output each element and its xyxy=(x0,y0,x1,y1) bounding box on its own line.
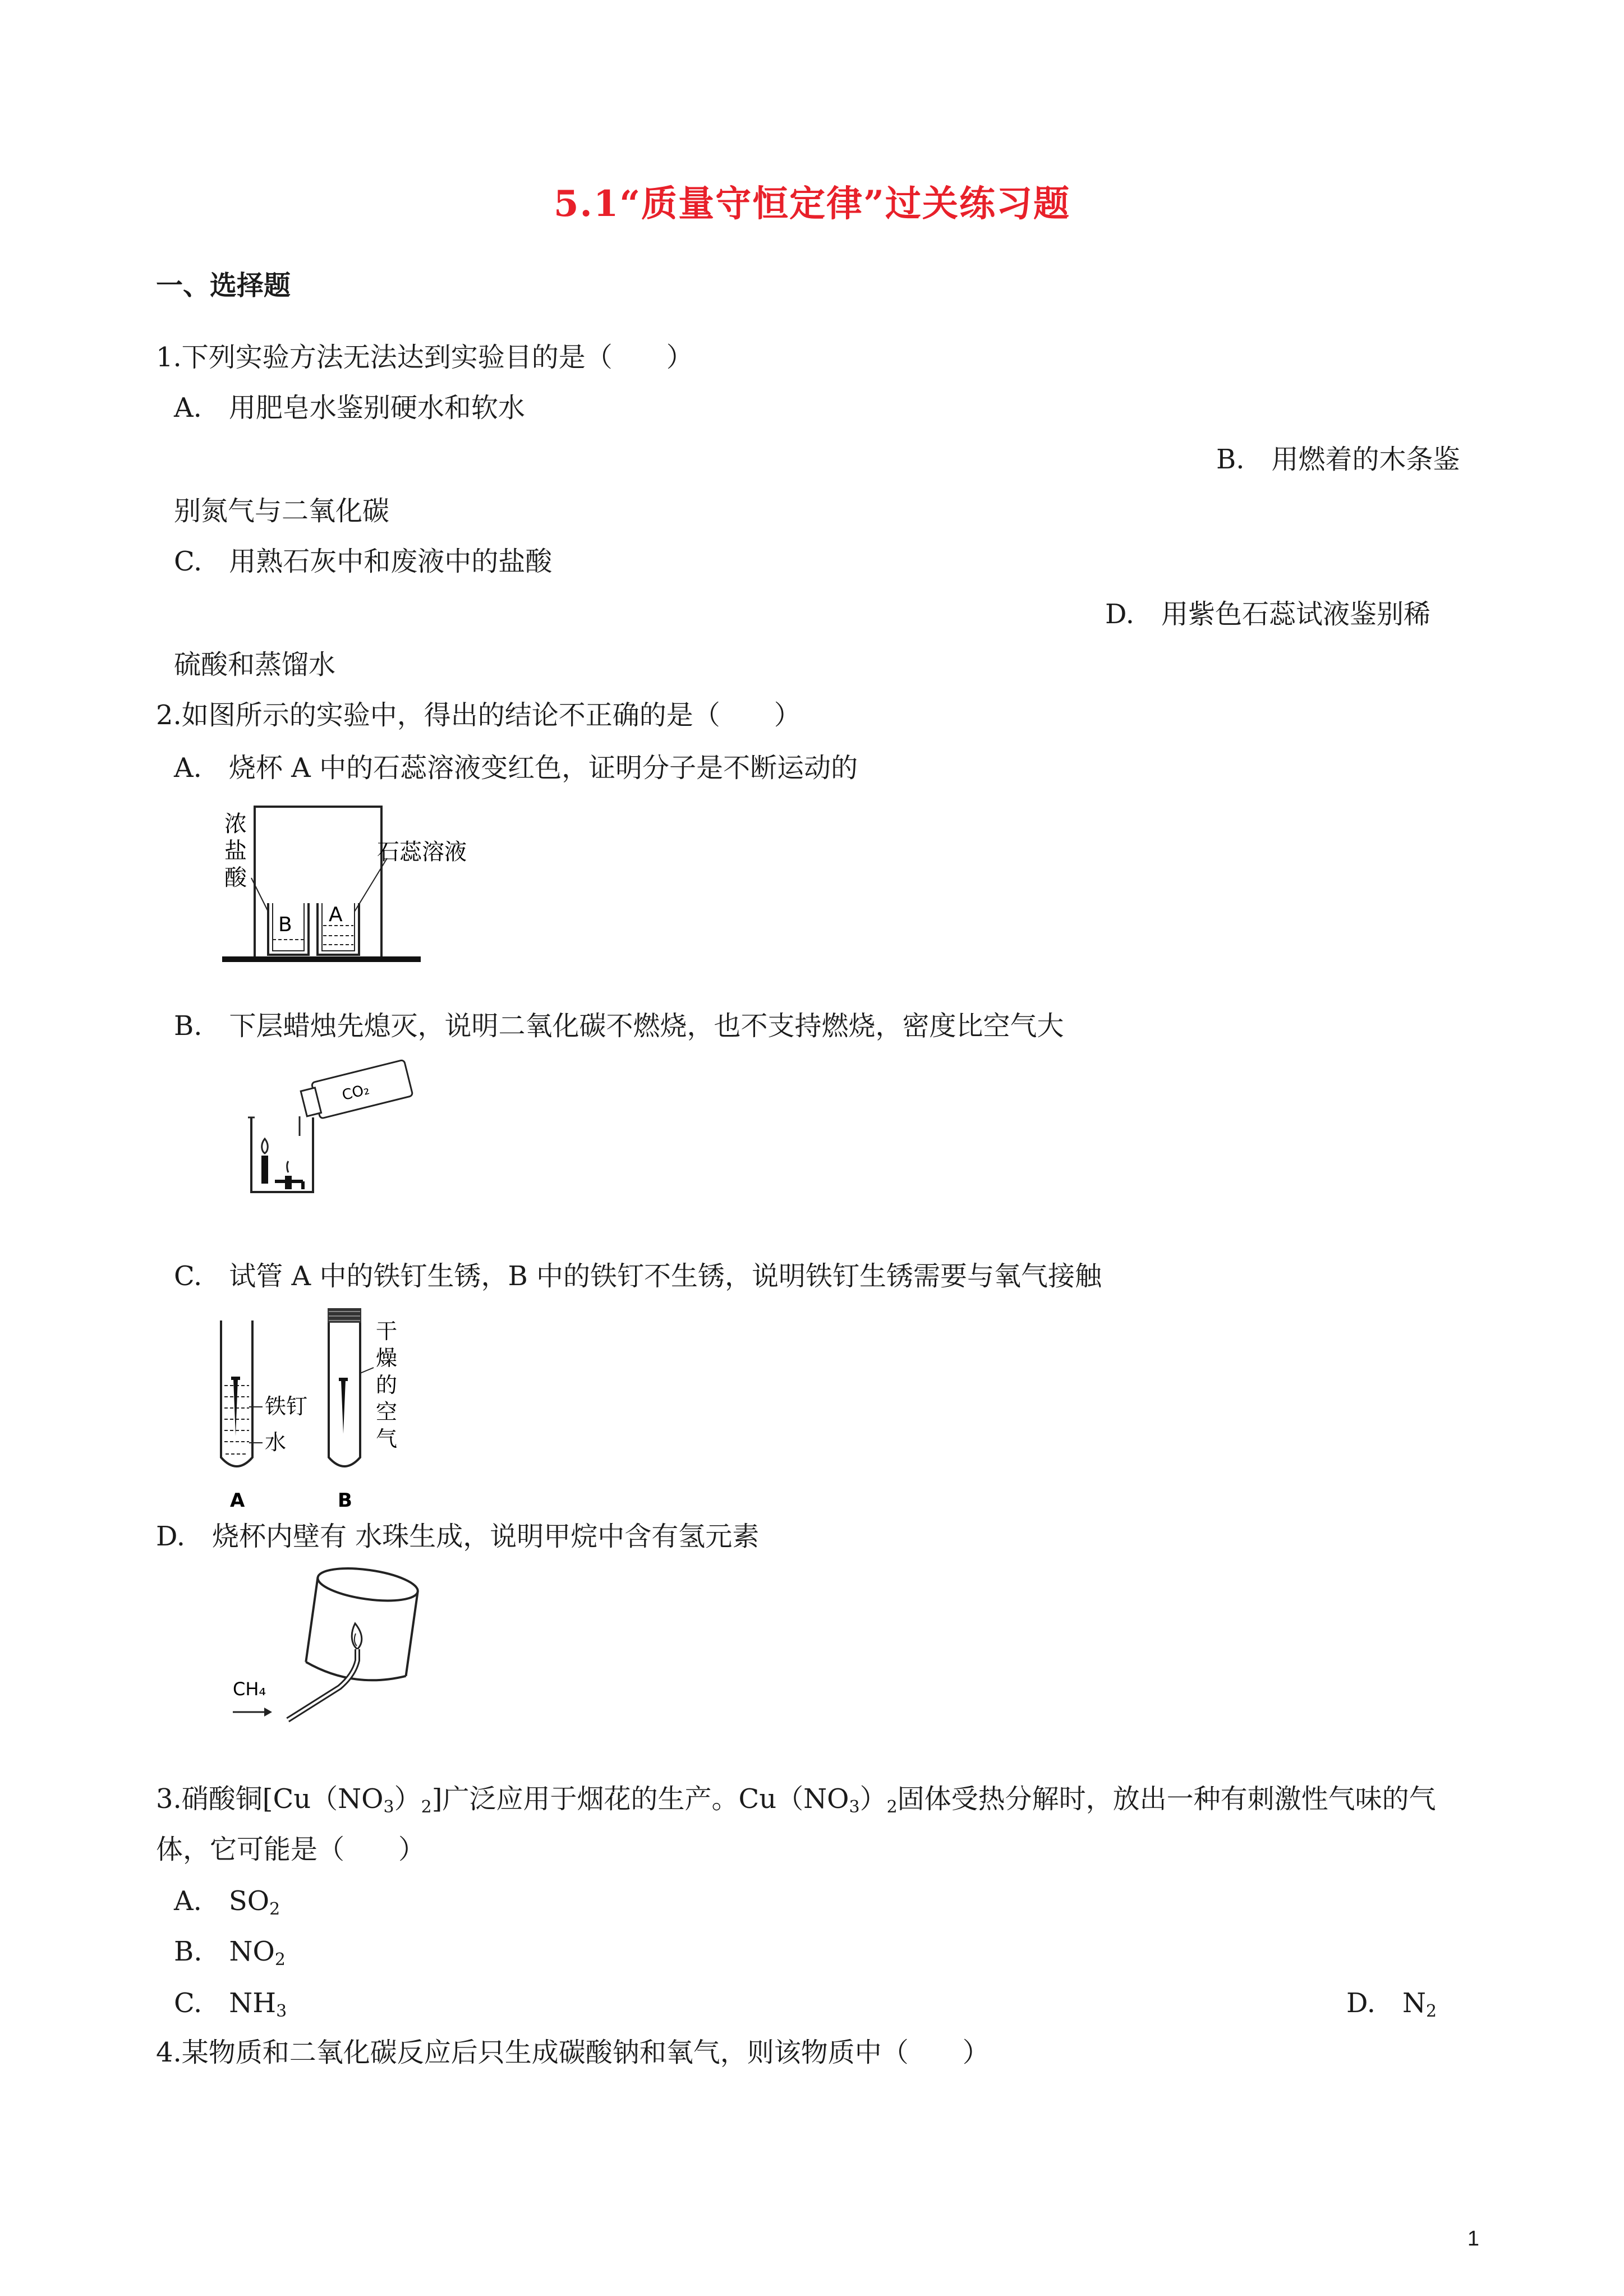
q1-option-a: A. 用肥皂水鉴别硬水和软水 xyxy=(174,392,525,424)
litmus-label: 石蕊溶液 xyxy=(377,839,467,865)
tube-a-label: A xyxy=(230,1489,245,1512)
beaker-a-label: A xyxy=(329,903,343,926)
dry-air-label-2: 燥 xyxy=(376,1346,398,1370)
q1-option-d: D. 用紫色石蕊试液鉴别稀 xyxy=(1105,599,1431,630)
page-title: 5.1“质量守恒定律”过关练习题 xyxy=(554,183,1070,225)
water-label: 水 xyxy=(265,1430,287,1455)
q3-stem-line2: 体，它可能是（ ） xyxy=(156,1834,426,1865)
figure-bell-jar-beakers xyxy=(219,797,488,965)
q2-option-b: B. 下层蜡烛先熄灭，说明二氧化碳不燃烧，也不支持燃烧，密度比空气大 xyxy=(174,1010,1064,1042)
q2-option-a: A. 烧杯 A 中的石蕊溶液变红色，证明分子是不断运动的 xyxy=(174,752,858,784)
q2-option-c: C. 试管 A 中的铁钉生锈，B 中的铁钉不生锈，说明铁钉生锈需要与氧气接触 xyxy=(174,1260,1102,1292)
figure-test-tubes-nails xyxy=(213,1307,438,1515)
q3-option-a-sub: 2 xyxy=(269,1899,280,1919)
q3-stem-part-d: ） xyxy=(859,1783,887,1815)
conc-acid-label-1: 浓 xyxy=(224,811,247,837)
q1-stem: 1.下列实验方法无法达到实验目的是（ ） xyxy=(156,342,693,373)
dry-air-label-5: 气 xyxy=(376,1427,398,1451)
co2-label: CO₂ xyxy=(340,1081,371,1105)
q3-stem-part-a: 3.硝酸铜[Cu（NO xyxy=(156,1783,384,1815)
dry-air-label-4: 空 xyxy=(376,1400,398,1424)
ch4-label: CH₄ xyxy=(233,1678,266,1700)
q3-subscript: 3 xyxy=(849,1797,860,1817)
q3-subscript: 3 xyxy=(383,1797,394,1817)
figure-methane-beaker xyxy=(227,1565,429,1733)
q3-option-d xyxy=(1346,1981,1437,2021)
page-number: 1 xyxy=(1467,2227,1479,2251)
figure-co2-candles xyxy=(241,1055,410,1200)
q2-stem: 2.如图所示的实验中，得出的结论不正确的是（ ） xyxy=(156,700,801,731)
q3-option-c-sub: 3 xyxy=(276,2001,287,2021)
q3-stem-part-e: 固体受热分解时，放出一种有刺激性气味的气 xyxy=(897,1783,1436,1815)
q1-option-c: C. 用熟石灰中和废液中的盐酸 xyxy=(174,546,553,577)
dry-air-label-3: 的 xyxy=(376,1373,398,1397)
q3-stem-line1 xyxy=(156,1777,1436,1817)
q3-option-c xyxy=(174,1981,287,2021)
q3-option-c-text: C. NH xyxy=(174,1987,277,2019)
q1-option-b-cont: 别氮气与二氧化碳 xyxy=(174,495,390,527)
q3-stem-part-c: ]广泛应用于烟花的生产。Cu（NO xyxy=(431,1783,849,1815)
q4-stem: 4.某物质和二氧化碳反应后只生成碳酸钠和氧气，则该物质中（ ） xyxy=(156,2037,990,2068)
dry-air-label-1: 干 xyxy=(376,1319,398,1343)
q3-option-a xyxy=(174,1879,280,1919)
beaker-b-label: B xyxy=(278,913,292,936)
q2-option-d: D. 烧杯内壁有 水珠生成，说明甲烷中含有氢元素 xyxy=(156,1521,760,1552)
conc-acid-label-3: 酸 xyxy=(224,865,247,891)
nail-label: 铁钉 xyxy=(265,1394,308,1419)
q1-option-d-cont: 硫酸和蒸馏水 xyxy=(174,649,336,680)
q3-option-b-sub: 2 xyxy=(274,1950,286,1970)
q3-stem-part-b: ） xyxy=(394,1783,421,1815)
section-heading: 一、选择题 xyxy=(156,270,291,301)
q1-option-b: B. 用燃着的木条鉴 xyxy=(1216,444,1460,475)
q3-option-b xyxy=(174,1930,286,1970)
q3-option-a-text: A. SO xyxy=(174,1885,270,1917)
tube-b-label: B xyxy=(338,1489,352,1512)
q3-subscript: 2 xyxy=(886,1797,898,1817)
conc-acid-label-2: 盐 xyxy=(224,838,247,864)
q3-option-b-text: B. NO xyxy=(174,1936,275,1967)
q3-option-d-sub: 2 xyxy=(1426,2001,1437,2021)
q3-subscript: 2 xyxy=(421,1797,432,1817)
q3-option-d-text: D. N xyxy=(1346,1987,1427,2019)
